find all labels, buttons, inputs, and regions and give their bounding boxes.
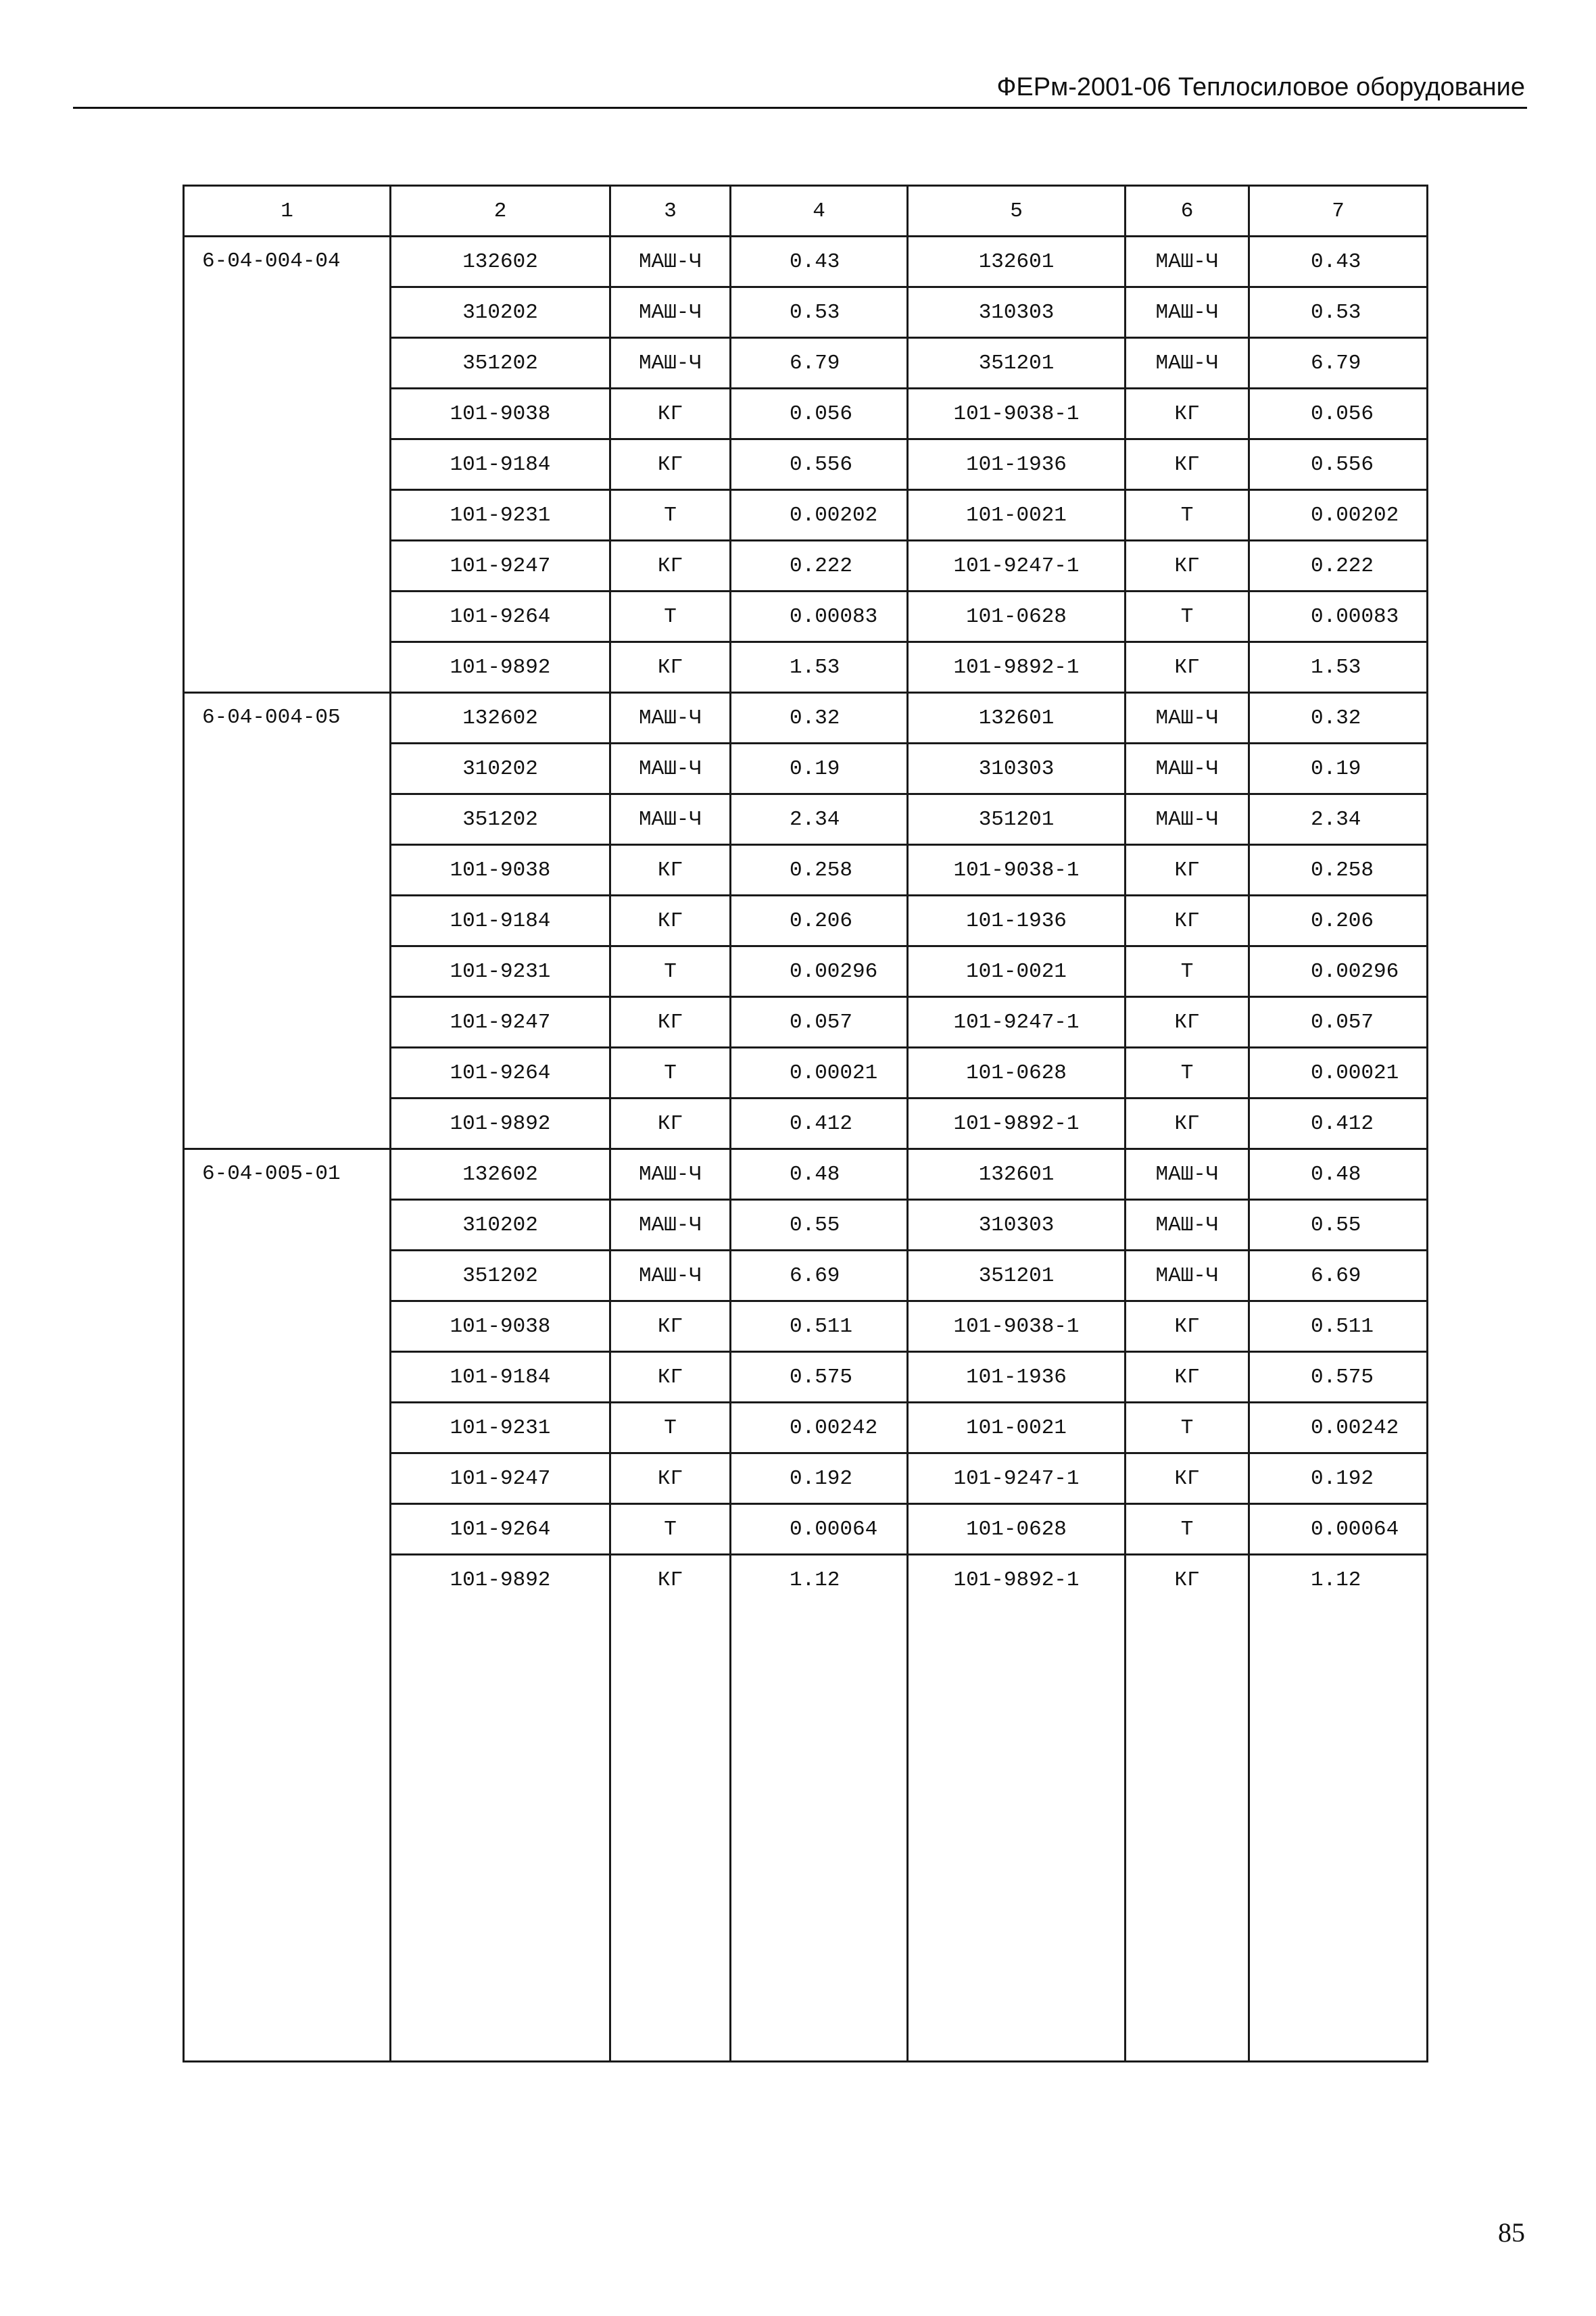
replacement-code-cell: 351201 bbox=[908, 794, 1126, 845]
replacement-quantity-cell: 0.206 bbox=[1249, 896, 1428, 946]
replacement-quantity-cell: 0.258 bbox=[1249, 845, 1428, 896]
replacement-unit-cell: Т bbox=[1126, 1048, 1249, 1099]
unit-cell: КГ bbox=[610, 439, 731, 490]
replacement-quantity-cell: 0.00202 bbox=[1249, 490, 1428, 541]
replacement-quantity-cell: 1.12 bbox=[1249, 1555, 1428, 1605]
unit-cell: Т bbox=[610, 946, 731, 997]
resource-code-cell: 351202 bbox=[391, 338, 610, 389]
replacement-code-cell: 132601 bbox=[908, 1149, 1126, 1200]
replacement-quantity-cell: 0.00242 bbox=[1249, 1403, 1428, 1453]
replacement-quantity-cell: 0.43 bbox=[1249, 237, 1428, 287]
unit-cell: КГ bbox=[610, 1555, 731, 1605]
replacement-quantity-cell: 0.575 bbox=[1249, 1352, 1428, 1403]
quantity-cell: 0.55 bbox=[731, 1200, 908, 1251]
unit-cell: МАШ-Ч bbox=[610, 1251, 731, 1301]
quantity-cell: 0.48 bbox=[731, 1149, 908, 1200]
quantity-cell: 0.00296 bbox=[731, 946, 908, 997]
replacement-code-cell: 101-1936 bbox=[908, 896, 1126, 946]
replacement-code-cell: 101-1936 bbox=[908, 439, 1126, 490]
replacement-quantity-cell: 0.53 bbox=[1249, 287, 1428, 338]
quantity-cell: 0.556 bbox=[731, 439, 908, 490]
quantity-cell: 0.575 bbox=[731, 1352, 908, 1403]
resource-code-cell: 101-9264 bbox=[391, 1504, 610, 1555]
unit-cell: МАШ-Ч bbox=[610, 287, 731, 338]
quantity-cell: 0.00202 bbox=[731, 490, 908, 541]
table-row bbox=[184, 693, 1428, 744]
unit-cell: МАШ-Ч bbox=[610, 1200, 731, 1251]
replacement-unit-cell: МАШ-Ч bbox=[1126, 1149, 1249, 1200]
replacement-unit-cell: КГ bbox=[1126, 1099, 1249, 1149]
replacement-quantity-cell: 2.34 bbox=[1249, 794, 1428, 845]
resource-code-cell: 101-9247 bbox=[391, 1453, 610, 1504]
norm-code-cell: 6-04-004-04 bbox=[184, 237, 391, 693]
replacement-unit-cell: МАШ-Ч bbox=[1126, 338, 1249, 389]
column-header: 5 bbox=[908, 186, 1126, 237]
replacement-quantity-cell: 6.79 bbox=[1249, 338, 1428, 389]
resource-code-cell: 310202 bbox=[391, 287, 610, 338]
table-body bbox=[184, 237, 1428, 2062]
replacement-quantity-cell: 0.55 bbox=[1249, 1200, 1428, 1251]
resource-code-cell: 101-9038 bbox=[391, 1301, 610, 1352]
quantity-cell: 1.12 bbox=[731, 1555, 908, 1605]
replacement-quantity-cell: 0.00064 bbox=[1249, 1504, 1428, 1555]
replacement-unit-cell: КГ bbox=[1126, 389, 1249, 439]
quantity-cell: 0.00083 bbox=[731, 592, 908, 642]
replacement-code-cell: 132601 bbox=[908, 237, 1126, 287]
replacement-code-cell: 101-0628 bbox=[908, 1048, 1126, 1099]
replacement-unit-cell: МАШ-Ч bbox=[1126, 1251, 1249, 1301]
resource-code-cell: 101-9247 bbox=[391, 541, 610, 592]
replacement-quantity-cell: 1.53 bbox=[1249, 642, 1428, 693]
replacement-quantity-cell: 0.00021 bbox=[1249, 1048, 1428, 1099]
unit-cell: КГ bbox=[610, 541, 731, 592]
resource-code-cell: 310202 bbox=[391, 744, 610, 794]
resource-code-cell: 310202 bbox=[391, 1200, 610, 1251]
replacement-code-cell: 101-9038-1 bbox=[908, 845, 1126, 896]
quantity-cell: 0.43 bbox=[731, 237, 908, 287]
resource-code-cell: 101-9038 bbox=[391, 389, 610, 439]
quantity-cell: 0.222 bbox=[731, 541, 908, 592]
quantity-cell: 1.53 bbox=[731, 642, 908, 693]
replacement-unit-cell: КГ bbox=[1126, 1555, 1249, 1605]
norm-code-cell: 6-04-004-05 bbox=[184, 693, 391, 1149]
column-header: 3 bbox=[610, 186, 731, 237]
replacement-unit-cell: Т bbox=[1126, 490, 1249, 541]
replacement-code-cell: 101-9892-1 bbox=[908, 1099, 1126, 1149]
unit-cell: МАШ-Ч bbox=[610, 794, 731, 845]
replacement-code-cell: 101-9038-1 bbox=[908, 389, 1126, 439]
quantity-cell: 0.056 bbox=[731, 389, 908, 439]
unit-cell: КГ bbox=[610, 896, 731, 946]
unit-cell: Т bbox=[610, 592, 731, 642]
replacement-quantity-cell: 0.057 bbox=[1249, 997, 1428, 1048]
replacement-unit-cell: МАШ-Ч bbox=[1126, 1200, 1249, 1251]
replacement-unit-cell: МАШ-Ч bbox=[1126, 794, 1249, 845]
replacement-unit-cell: КГ bbox=[1126, 642, 1249, 693]
quantity-cell: 0.258 bbox=[731, 845, 908, 896]
empty-cell bbox=[1249, 1604, 1428, 2062]
replacement-unit-cell: КГ bbox=[1126, 896, 1249, 946]
unit-cell: КГ bbox=[610, 1301, 731, 1352]
resource-code-cell: 101-9231 bbox=[391, 946, 610, 997]
replacement-code-cell: 310303 bbox=[908, 744, 1126, 794]
unit-cell: МАШ-Ч bbox=[610, 237, 731, 287]
quantity-cell: 0.19 bbox=[731, 744, 908, 794]
replacement-quantity-cell: 0.19 bbox=[1249, 744, 1428, 794]
replacement-code-cell: 101-1936 bbox=[908, 1352, 1126, 1403]
header-rule bbox=[73, 107, 1527, 109]
unit-cell: КГ bbox=[610, 642, 731, 693]
replacement-unit-cell: МАШ-Ч bbox=[1126, 693, 1249, 744]
norm-code-cell: 6-04-005-01 bbox=[184, 1149, 391, 2062]
resource-table bbox=[183, 185, 1428, 2062]
replacement-code-cell: 101-0628 bbox=[908, 1504, 1126, 1555]
resource-code-cell: 101-9892 bbox=[391, 642, 610, 693]
quantity-cell: 0.00021 bbox=[731, 1048, 908, 1099]
replacement-code-cell: 310303 bbox=[908, 287, 1126, 338]
quantity-cell: 0.206 bbox=[731, 896, 908, 946]
empty-cell bbox=[908, 1604, 1126, 2062]
replacement-code-cell: 101-0021 bbox=[908, 1403, 1126, 1453]
quantity-cell: 0.412 bbox=[731, 1099, 908, 1149]
quantity-cell: 0.00242 bbox=[731, 1403, 908, 1453]
page-number: 85 bbox=[1498, 2217, 1525, 2248]
replacement-code-cell: 310303 bbox=[908, 1200, 1126, 1251]
resource-code-cell: 101-9231 bbox=[391, 490, 610, 541]
quantity-cell: 2.34 bbox=[731, 794, 908, 845]
column-header: 7 bbox=[1249, 186, 1428, 237]
replacement-unit-cell: МАШ-Ч bbox=[1126, 237, 1249, 287]
quantity-cell: 0.511 bbox=[731, 1301, 908, 1352]
replacement-quantity-cell: 0.32 bbox=[1249, 693, 1428, 744]
unit-cell: Т bbox=[610, 1403, 731, 1453]
resource-code-cell: 101-9184 bbox=[391, 896, 610, 946]
replacement-quantity-cell: 0.00083 bbox=[1249, 592, 1428, 642]
replacement-code-cell: 101-9892-1 bbox=[908, 642, 1126, 693]
unit-cell: МАШ-Ч bbox=[610, 744, 731, 794]
replacement-quantity-cell: 0.056 bbox=[1249, 389, 1428, 439]
replacement-quantity-cell: 0.192 bbox=[1249, 1453, 1428, 1504]
page-header-title: ФЕРм-2001-06 Теплосиловое оборудование bbox=[996, 73, 1525, 101]
replacement-unit-cell: КГ bbox=[1126, 997, 1249, 1048]
table-row bbox=[184, 237, 1428, 287]
resource-code-cell: 101-9184 bbox=[391, 1352, 610, 1403]
replacement-code-cell: 101-9247-1 bbox=[908, 1453, 1126, 1504]
quantity-cell: 6.69 bbox=[731, 1251, 908, 1301]
replacement-code-cell: 101-9247-1 bbox=[908, 541, 1126, 592]
replacement-unit-cell: КГ bbox=[1126, 845, 1249, 896]
resource-code-cell: 101-9264 bbox=[391, 1048, 610, 1099]
resource-code-cell: 101-9231 bbox=[391, 1403, 610, 1453]
unit-cell: МАШ-Ч bbox=[610, 338, 731, 389]
replacement-quantity-cell: 6.69 bbox=[1249, 1251, 1428, 1301]
resource-code-cell: 132602 bbox=[391, 237, 610, 287]
unit-cell: МАШ-Ч bbox=[610, 1149, 731, 1200]
empty-cell bbox=[610, 1604, 731, 2062]
replacement-unit-cell: КГ bbox=[1126, 1352, 1249, 1403]
replacement-code-cell: 101-0021 bbox=[908, 946, 1126, 997]
column-header: 1 bbox=[184, 186, 391, 237]
unit-cell: Т bbox=[610, 1048, 731, 1099]
column-header: 4 bbox=[731, 186, 908, 237]
header-row bbox=[184, 186, 1428, 237]
replacement-code-cell: 351201 bbox=[908, 338, 1126, 389]
unit-cell: КГ bbox=[610, 1099, 731, 1149]
resource-code-cell: 101-9184 bbox=[391, 439, 610, 490]
replacement-code-cell: 101-9038-1 bbox=[908, 1301, 1126, 1352]
table-row bbox=[184, 1149, 1428, 1200]
unit-cell: Т bbox=[610, 490, 731, 541]
replacement-unit-cell: Т bbox=[1126, 1504, 1249, 1555]
replacement-unit-cell: КГ bbox=[1126, 1301, 1249, 1352]
resource-code-cell: 101-9264 bbox=[391, 592, 610, 642]
replacement-unit-cell: КГ bbox=[1126, 1453, 1249, 1504]
replacement-unit-cell: Т bbox=[1126, 592, 1249, 642]
resource-code-cell: 351202 bbox=[391, 1251, 610, 1301]
quantity-cell: 0.192 bbox=[731, 1453, 908, 1504]
resource-code-cell: 132602 bbox=[391, 693, 610, 744]
empty-cell bbox=[731, 1604, 908, 2062]
column-header: 2 bbox=[391, 186, 610, 237]
replacement-unit-cell: МАШ-Ч bbox=[1126, 287, 1249, 338]
resource-code-cell: 132602 bbox=[391, 1149, 610, 1200]
unit-cell: Т bbox=[610, 1504, 731, 1555]
replacement-code-cell: 351201 bbox=[908, 1251, 1126, 1301]
quantity-cell: 0.057 bbox=[731, 997, 908, 1048]
replacement-quantity-cell: 0.412 bbox=[1249, 1099, 1428, 1149]
replacement-code-cell: 101-0628 bbox=[908, 592, 1126, 642]
resource-code-cell: 101-9892 bbox=[391, 1555, 610, 1605]
empty-cell bbox=[1126, 1604, 1249, 2062]
replacement-unit-cell: МАШ-Ч bbox=[1126, 744, 1249, 794]
replacement-unit-cell: КГ bbox=[1126, 541, 1249, 592]
unit-cell: КГ bbox=[610, 1352, 731, 1403]
quantity-cell: 0.00064 bbox=[731, 1504, 908, 1555]
replacement-unit-cell: Т bbox=[1126, 946, 1249, 997]
replacement-code-cell: 132601 bbox=[908, 693, 1126, 744]
replacement-quantity-cell: 0.00296 bbox=[1249, 946, 1428, 997]
resource-code-cell: 101-9247 bbox=[391, 997, 610, 1048]
replacement-unit-cell: Т bbox=[1126, 1403, 1249, 1453]
replacement-code-cell: 101-0021 bbox=[908, 490, 1126, 541]
quantity-cell: 6.79 bbox=[731, 338, 908, 389]
unit-cell: КГ bbox=[610, 389, 731, 439]
quantity-cell: 0.32 bbox=[731, 693, 908, 744]
unit-cell: КГ bbox=[610, 1453, 731, 1504]
table-header bbox=[184, 186, 1428, 237]
unit-cell: КГ bbox=[610, 845, 731, 896]
resource-code-cell: 351202 bbox=[391, 794, 610, 845]
replacement-quantity-cell: 0.222 bbox=[1249, 541, 1428, 592]
resource-code-cell: 101-9038 bbox=[391, 845, 610, 896]
unit-cell: КГ bbox=[610, 997, 731, 1048]
replacement-unit-cell: КГ bbox=[1126, 439, 1249, 490]
unit-cell: МАШ-Ч bbox=[610, 693, 731, 744]
empty-cell bbox=[391, 1604, 610, 2062]
resource-code-cell: 101-9892 bbox=[391, 1099, 610, 1149]
replacement-code-cell: 101-9892-1 bbox=[908, 1555, 1126, 1605]
quantity-cell: 0.53 bbox=[731, 287, 908, 338]
replacement-quantity-cell: 0.511 bbox=[1249, 1301, 1428, 1352]
replacement-quantity-cell: 0.48 bbox=[1249, 1149, 1428, 1200]
column-header: 6 bbox=[1126, 186, 1249, 237]
replacement-code-cell: 101-9247-1 bbox=[908, 997, 1126, 1048]
replacement-quantity-cell: 0.556 bbox=[1249, 439, 1428, 490]
